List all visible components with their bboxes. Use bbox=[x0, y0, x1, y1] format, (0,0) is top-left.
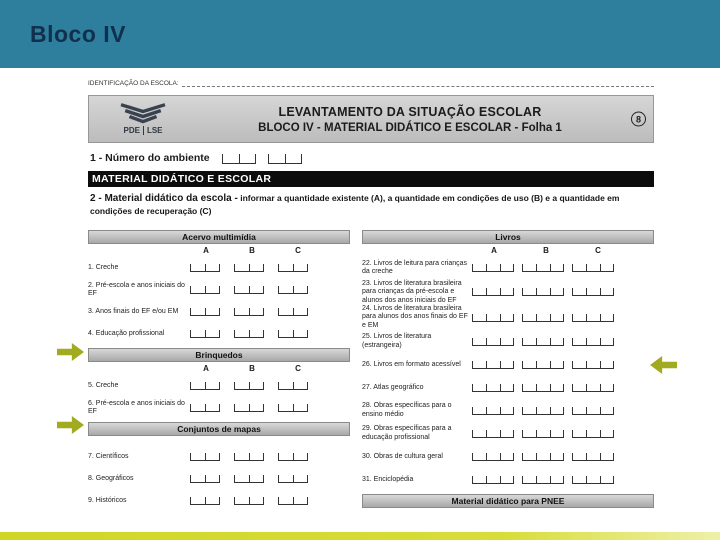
right-column bbox=[362, 227, 654, 510]
tick-cells bbox=[472, 361, 614, 369]
cell-b bbox=[234, 382, 264, 390]
tick-cell bbox=[268, 154, 302, 164]
column-letter-c: C bbox=[295, 363, 301, 373]
cell-b bbox=[234, 264, 264, 272]
cell-c bbox=[572, 476, 614, 484]
item2-text bbox=[90, 192, 654, 218]
cell-b bbox=[522, 264, 564, 272]
form-tables bbox=[88, 227, 654, 512]
row-label: 4. Educação profissional bbox=[88, 329, 165, 337]
tick-cells bbox=[472, 407, 614, 415]
tick-cells bbox=[472, 338, 614, 346]
cell-a bbox=[472, 453, 514, 461]
form-title: LEVANTAMENTO DA SITUAÇÃO ESCOLAR bbox=[278, 104, 542, 119]
cell-b bbox=[234, 475, 264, 483]
tick-cells bbox=[472, 314, 614, 322]
column-letter-b: B bbox=[249, 363, 255, 373]
cell-c bbox=[278, 497, 308, 505]
cell-b bbox=[522, 288, 564, 296]
identification-row bbox=[88, 80, 654, 87]
table-row bbox=[362, 399, 654, 422]
column-letter-c: C bbox=[595, 245, 601, 255]
tick-cells bbox=[472, 453, 614, 461]
row-label: 23. Livros de literatura brasileira para crianças da pré-escola e alunos dos anos iniciais do EF bbox=[362, 279, 462, 304]
table-row bbox=[362, 305, 654, 330]
cell-a bbox=[472, 384, 514, 392]
table-row bbox=[362, 257, 654, 280]
cell-b bbox=[234, 404, 264, 412]
cell-c bbox=[278, 404, 308, 412]
item2-description: informar a quantidade existente (A), a quantidade em condições de uso (B) e a quantidade em condições de recuperação (C) bbox=[90, 193, 620, 216]
cell-a bbox=[190, 404, 220, 412]
arrow-right-icon bbox=[57, 343, 84, 361]
cell-b bbox=[234, 330, 264, 338]
logo-lse: LSE bbox=[146, 126, 163, 135]
letters-spacer bbox=[88, 364, 190, 373]
table-row bbox=[88, 323, 350, 345]
cell-b bbox=[234, 286, 264, 294]
bottom-accent-bar bbox=[0, 532, 720, 540]
cell-a bbox=[190, 475, 220, 483]
tick-cells bbox=[190, 382, 308, 390]
row-label: 3. Anos finais do EF e/ou EM bbox=[88, 307, 179, 315]
left-column bbox=[88, 227, 350, 512]
column-letters bbox=[88, 364, 350, 373]
cell-c bbox=[278, 453, 308, 461]
tick-cells bbox=[190, 475, 308, 483]
letters-spacer bbox=[362, 246, 472, 255]
tick-cells bbox=[190, 286, 308, 294]
row-label: 9. Históricos bbox=[88, 496, 127, 504]
cell-c bbox=[278, 330, 308, 338]
dashed-line bbox=[182, 80, 654, 87]
section-title-brinquedos: Brinquedos bbox=[88, 348, 350, 362]
cell-a bbox=[190, 286, 220, 294]
table-row bbox=[362, 280, 654, 305]
table-row bbox=[88, 279, 350, 301]
tick-cells bbox=[190, 308, 308, 316]
table-row bbox=[88, 257, 350, 279]
tick-cells bbox=[472, 384, 614, 392]
logo-pde: PDE bbox=[123, 126, 140, 135]
cell-b bbox=[234, 308, 264, 316]
tick-cells bbox=[472, 288, 614, 296]
cell-c bbox=[572, 384, 614, 392]
cell-c bbox=[278, 264, 308, 272]
cell-b bbox=[522, 430, 564, 438]
cell-a bbox=[472, 288, 514, 296]
arrow-right-icon bbox=[57, 416, 84, 434]
cell-c bbox=[572, 288, 614, 296]
tick-cells bbox=[190, 330, 308, 338]
letters-cells bbox=[472, 246, 620, 255]
column-letters bbox=[88, 246, 350, 255]
table-row bbox=[362, 468, 654, 491]
slide-header bbox=[0, 0, 720, 68]
cell-c bbox=[278, 308, 308, 316]
tick-cells bbox=[472, 264, 614, 272]
section-title-pnee: Material didático para PNEE bbox=[362, 494, 654, 508]
chevrons-logo-icon bbox=[115, 103, 171, 125]
tick-cell bbox=[222, 154, 256, 164]
row-label: 26. Livros em formato acessível bbox=[362, 360, 461, 368]
cell-a bbox=[190, 264, 220, 272]
form-scan bbox=[88, 80, 654, 512]
section-title-mapas: Conjuntos de mapas bbox=[88, 422, 350, 436]
cell-c bbox=[278, 382, 308, 390]
cell-a bbox=[472, 264, 514, 272]
column-letters bbox=[362, 246, 654, 255]
section-title-acervo: Acervo multimídia bbox=[88, 230, 350, 244]
cell-c bbox=[278, 475, 308, 483]
cell-b bbox=[522, 361, 564, 369]
cell-a bbox=[190, 453, 220, 461]
cell-a bbox=[190, 308, 220, 316]
column-letter-a: A bbox=[203, 245, 209, 255]
tick-cells bbox=[472, 430, 614, 438]
cell-c bbox=[572, 361, 614, 369]
section-bar: MATERIAL DIDÁTICO E ESCOLAR bbox=[88, 171, 654, 187]
table-row bbox=[88, 301, 350, 323]
cell-a bbox=[472, 430, 514, 438]
section-title-livros: Livros bbox=[362, 230, 654, 244]
row-label: 5. Creche bbox=[88, 381, 119, 389]
field-numero-ambiente-label: 1 - Número do ambiente bbox=[90, 152, 210, 164]
letters-cells bbox=[190, 364, 314, 373]
form-subtitle: BLOCO IV - MATERIAL DIDÁTICO E ESCOLAR - Folha 1 bbox=[258, 121, 562, 134]
tick-cells bbox=[190, 453, 308, 461]
table-row bbox=[362, 330, 654, 353]
cell-a bbox=[472, 361, 514, 369]
slide-title: Bloco IV bbox=[30, 20, 127, 47]
table-row bbox=[362, 422, 654, 445]
cell-a bbox=[472, 407, 514, 415]
pde-lse-logo bbox=[95, 103, 191, 135]
row-label: 1. Creche bbox=[88, 263, 119, 271]
letters-cells bbox=[190, 246, 314, 255]
column-letter-a: A bbox=[203, 363, 209, 373]
spacer bbox=[88, 438, 350, 446]
logo-text bbox=[123, 126, 162, 135]
page-number-badge: 8 bbox=[631, 112, 646, 127]
cell-c bbox=[572, 407, 614, 415]
cell-c bbox=[572, 314, 614, 322]
row-label: 2. Pré-escola e anos iniciais do EF bbox=[88, 281, 185, 297]
row-label: 29. Obras específicas para a educação profissional bbox=[362, 425, 452, 441]
tick-cells bbox=[190, 404, 308, 412]
cell-b bbox=[522, 407, 564, 415]
cell-b bbox=[522, 338, 564, 346]
arrow-left-icon bbox=[650, 356, 677, 374]
cell-c bbox=[572, 264, 614, 272]
cell-c bbox=[278, 286, 308, 294]
cell-a bbox=[472, 314, 514, 322]
table-row bbox=[88, 375, 350, 397]
cell-b bbox=[522, 384, 564, 392]
table-row bbox=[88, 397, 350, 419]
row-label: 22. Livros de leitura para crianças da creche bbox=[362, 260, 468, 276]
table-row bbox=[88, 446, 350, 468]
table-row bbox=[362, 353, 654, 376]
form-titles bbox=[191, 105, 629, 134]
column-letter-b: B bbox=[543, 245, 549, 255]
cell-b bbox=[234, 453, 264, 461]
cell-c bbox=[572, 338, 614, 346]
row-label: 30. Obras de cultura geral bbox=[362, 452, 443, 460]
tick-cells bbox=[190, 497, 308, 505]
table-row bbox=[362, 376, 654, 399]
cell-b bbox=[522, 476, 564, 484]
row-label: 24. Livros de literatura brasileira para alunos dos anos finais do EF e EM bbox=[362, 305, 468, 329]
column-letter-b: B bbox=[249, 245, 255, 255]
tick-cells bbox=[190, 264, 308, 272]
cell-a bbox=[190, 382, 220, 390]
row-label: 6. Pré-escola e anos iniciais do EF bbox=[88, 399, 185, 415]
form-header bbox=[88, 95, 654, 143]
field-numero-ambiente bbox=[90, 152, 654, 164]
cell-b bbox=[522, 453, 564, 461]
cell-c bbox=[572, 453, 614, 461]
column-letter-a: A bbox=[491, 245, 497, 255]
cell-a bbox=[472, 338, 514, 346]
cell-a bbox=[472, 476, 514, 484]
tick-cells bbox=[472, 476, 614, 484]
row-label: 7. Científicos bbox=[88, 452, 129, 460]
row-label: 27. Atlas geográfico bbox=[362, 383, 424, 391]
item2-label: 2 - Material didático da escola - bbox=[90, 193, 238, 204]
table-row bbox=[362, 445, 654, 468]
row-label: 31. Enciclopédia bbox=[362, 475, 414, 483]
row-label: 25. Livros de literatura (estrangeira) bbox=[362, 333, 432, 349]
cell-b bbox=[234, 497, 264, 505]
table-row bbox=[88, 490, 350, 512]
table-row bbox=[88, 468, 350, 490]
column-letter-c: C bbox=[295, 245, 301, 255]
row-label: 28. Obras específicas para o ensino médio bbox=[362, 402, 452, 418]
cell-a bbox=[190, 330, 220, 338]
logo-divider bbox=[143, 126, 144, 135]
row-label: 8. Geográficos bbox=[88, 474, 134, 482]
cell-a bbox=[190, 497, 220, 505]
identification-label: IDENTIFICAÇÃO DA ESCOLA: bbox=[88, 80, 179, 87]
letters-spacer bbox=[88, 246, 190, 255]
cell-b bbox=[522, 314, 564, 322]
cell-c bbox=[572, 430, 614, 438]
